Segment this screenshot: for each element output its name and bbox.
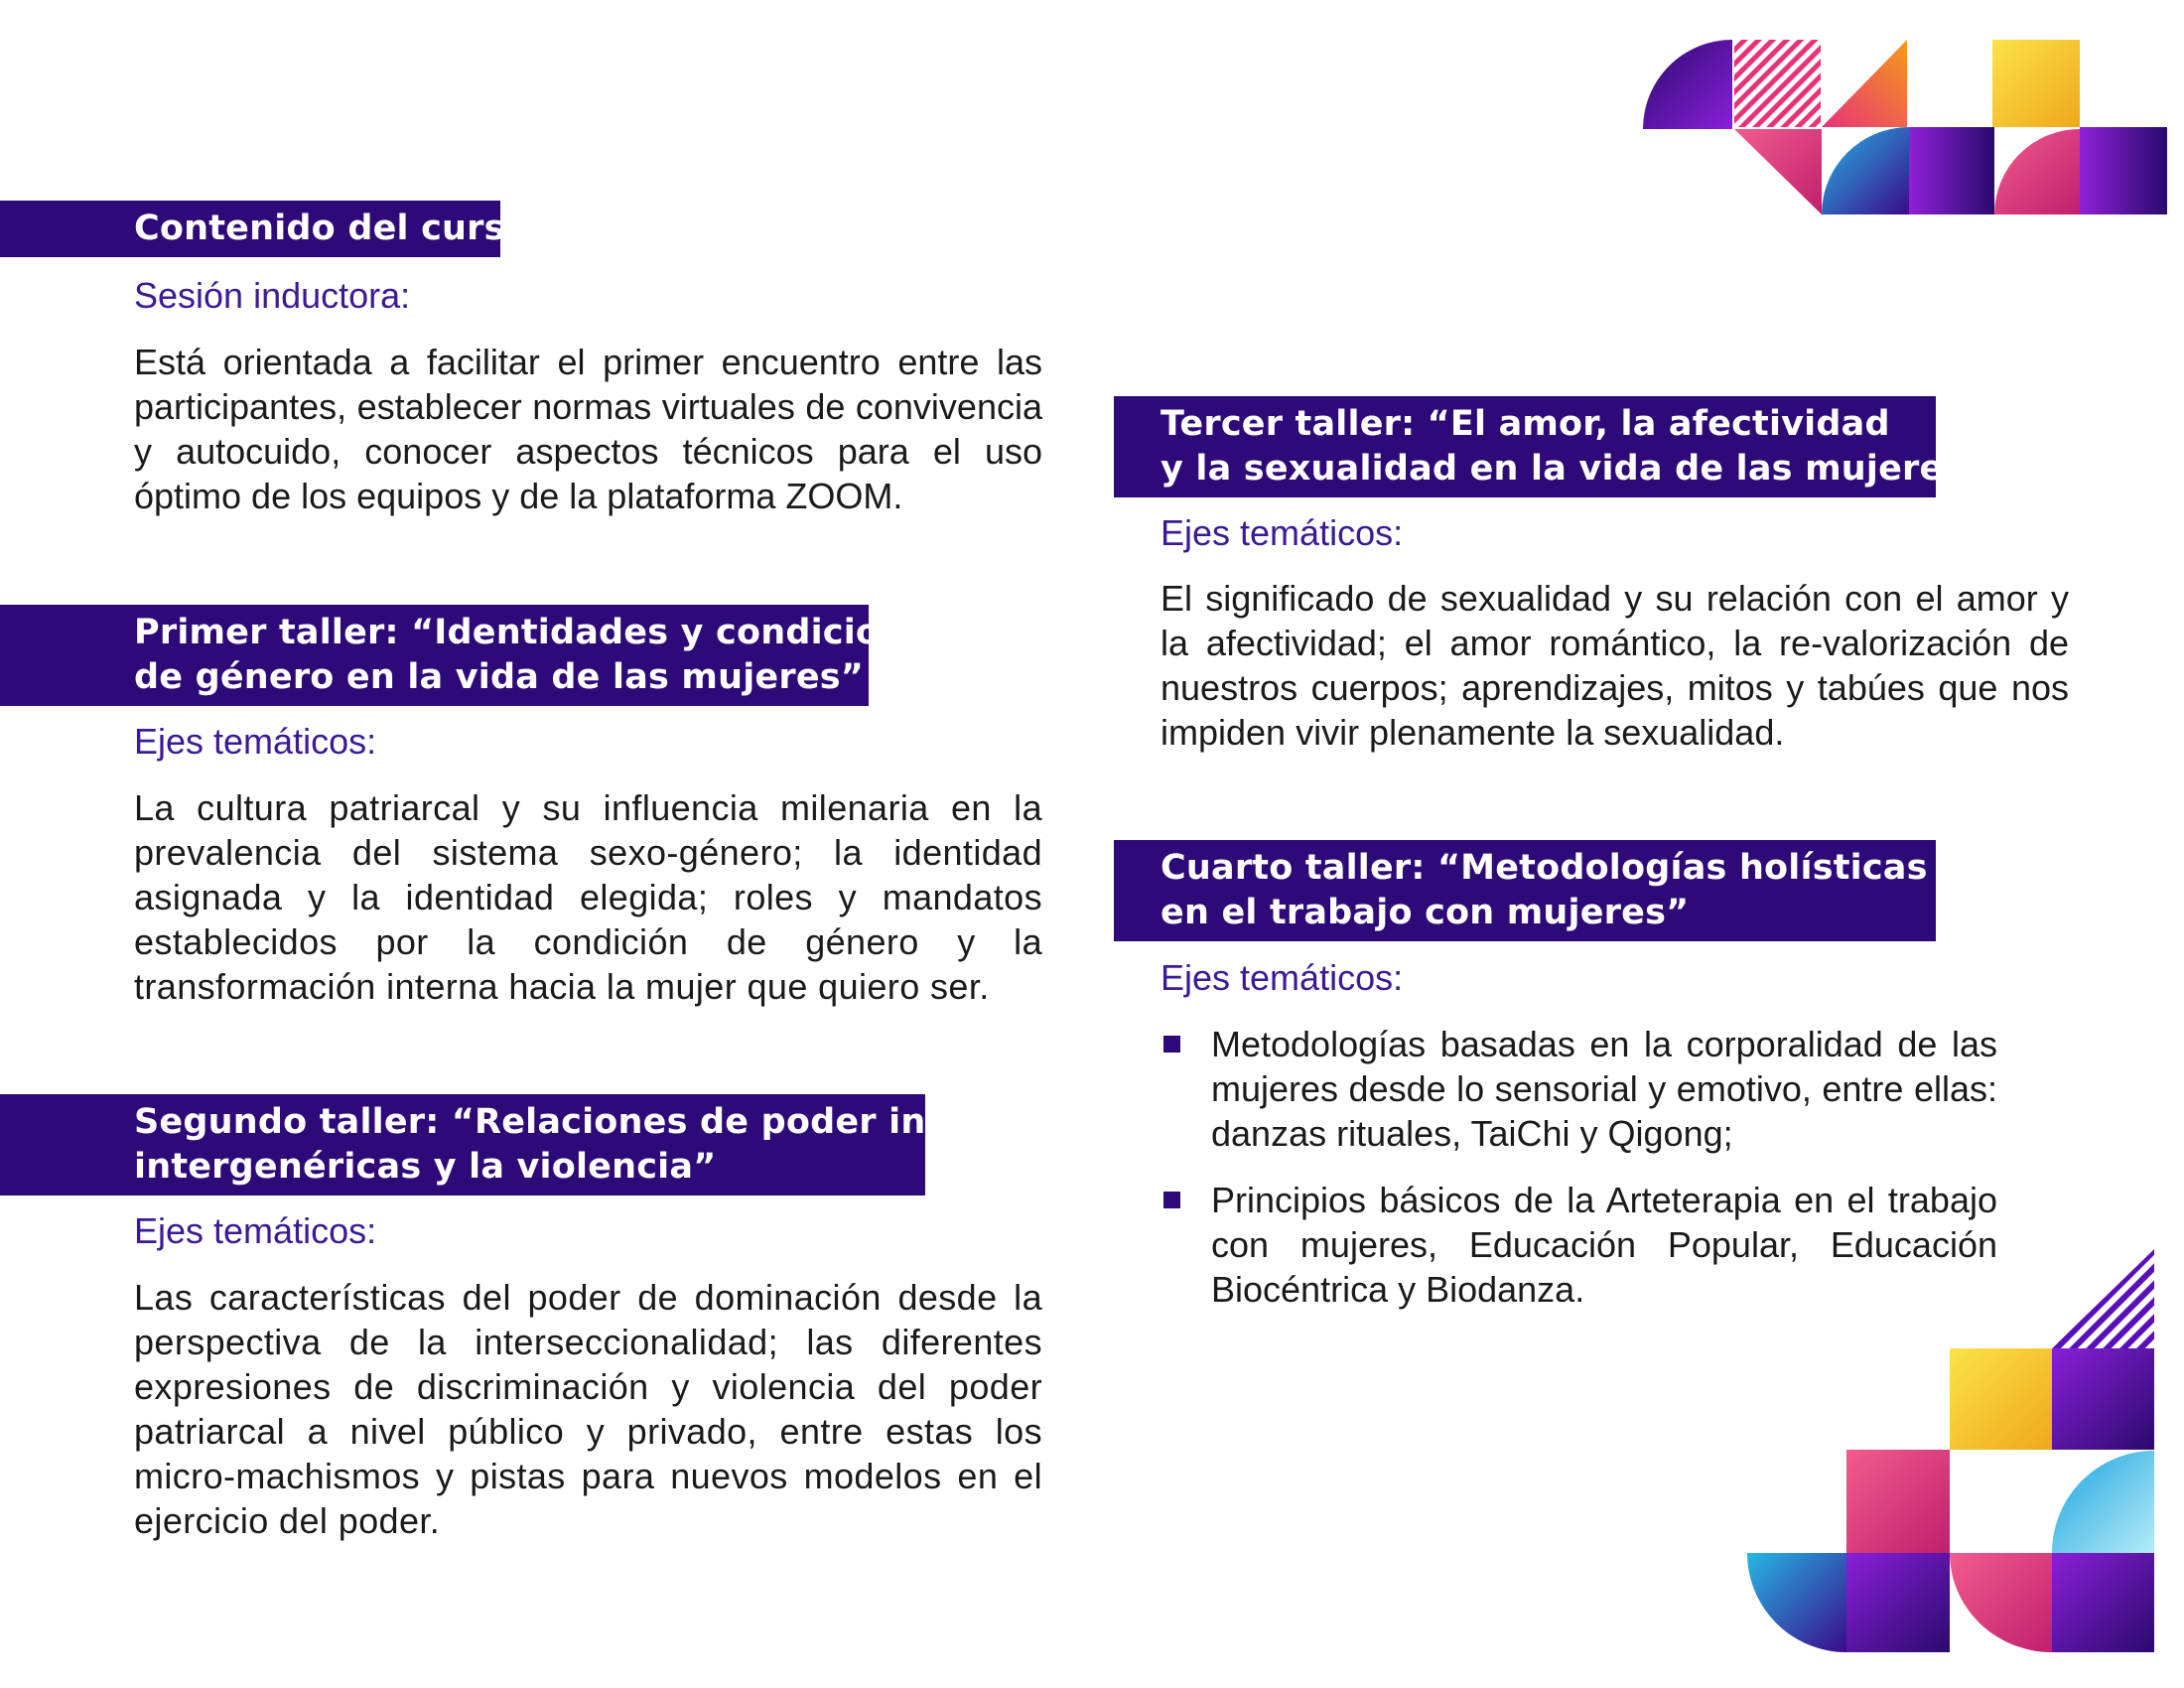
workshop1-banner: [0, 605, 950, 706]
workshop4-banner: [1114, 840, 1936, 941]
workshop3-title-line1: Tercer taller: “El amor, la afectividad: [1160, 404, 1890, 444]
intro-subtitle: Sesión inductora:: [134, 275, 411, 316]
workshop4-title-line2: en el trabajo con mujeres”: [1160, 893, 1690, 932]
workshop4-title-line1: Cuarto taller: “Metodologías holísticas: [1160, 848, 1928, 888]
intro-text: Está orientada a facilitar el primer encuentro entre las participantes, establecer normas virtuales de convivencia y autocuido, conocer aspectos técnicos para el uso óptimo de los equipos y de la plataforma ZOOM.: [134, 342, 1042, 516]
workshop2-text: Las características del poder de dominación desde la perspectiva de la interseccionalidad; las diferentes expresiones de discriminación y violencia del poder patriarcal a nivel público y privado, entre estas los micro-machismos y pistas para nuevos modelos en el ejercicio del poder.: [134, 1277, 1042, 1541]
square-bullet-icon: [1163, 1036, 1180, 1053]
workshop1-text: La cultura patriarcal y su influencia milenaria en la prevalencia del sistema sexo-género; la identidad asignada y la identidad elegida; roles y mandatos establecidos por la condición de género y la transformación interna hacia la mujer que quiero ser.: [134, 787, 1042, 1007]
list-item: [1163, 1022, 1997, 1156]
workshop4-subtitle: Ejes temáticos:: [1160, 957, 1404, 998]
course-content-header: [0, 201, 544, 257]
workshop2-title-line2: intergenéricas y la violencia”: [134, 1147, 717, 1187]
workshop2-title-line1: Segundo taller: “Relaciones de poder intra e: [134, 1102, 1020, 1142]
workshop1-title-line2: de género en la vida de las mujeres”: [134, 657, 864, 697]
workshop3-subtitle: Ejes temáticos:: [1160, 512, 1404, 553]
workshop2-banner: [0, 1094, 1020, 1196]
workshop3-title-line2: y la sexualidad en la vida de las mujeres”: [1160, 449, 1987, 489]
workshop1-subtitle: Ejes temáticos:: [134, 721, 377, 762]
list-item-text: Metodologías basadas en la corporalidad de las mujeres desde lo sensorial y emotivo, entre ellas: danzas rituales, TaiChi y Qigong;: [1211, 1024, 1997, 1154]
course-content-title: Contenido del curso:: [134, 209, 544, 248]
geometric-decoration-top-icon: [1643, 40, 2184, 228]
square-bullet-icon: [1163, 1192, 1180, 1208]
workshop3-text: El significado de sexualidad y su relación con el amor y la afectividad; el amor romántico, la re-valorización de nuestros cuerpos; aprendizajes, mitos y tabúes que nos impiden vivir plenamente la sexualidad.: [1160, 578, 2069, 753]
workshop3-banner: [1114, 396, 1987, 497]
workshop1-title-line1: Primer taller: “Identidades y condiciones: [134, 613, 950, 652]
geometric-decoration-bottom-icon: [1747, 1249, 2184, 1658]
list-item-text: Principios básicos de la Arteterapia en el trabajo con mujeres, Educación Popular, Educación Biocéntrica y Biodanza.: [1211, 1180, 1997, 1310]
workshop2-subtitle: Ejes temáticos:: [134, 1210, 377, 1251]
